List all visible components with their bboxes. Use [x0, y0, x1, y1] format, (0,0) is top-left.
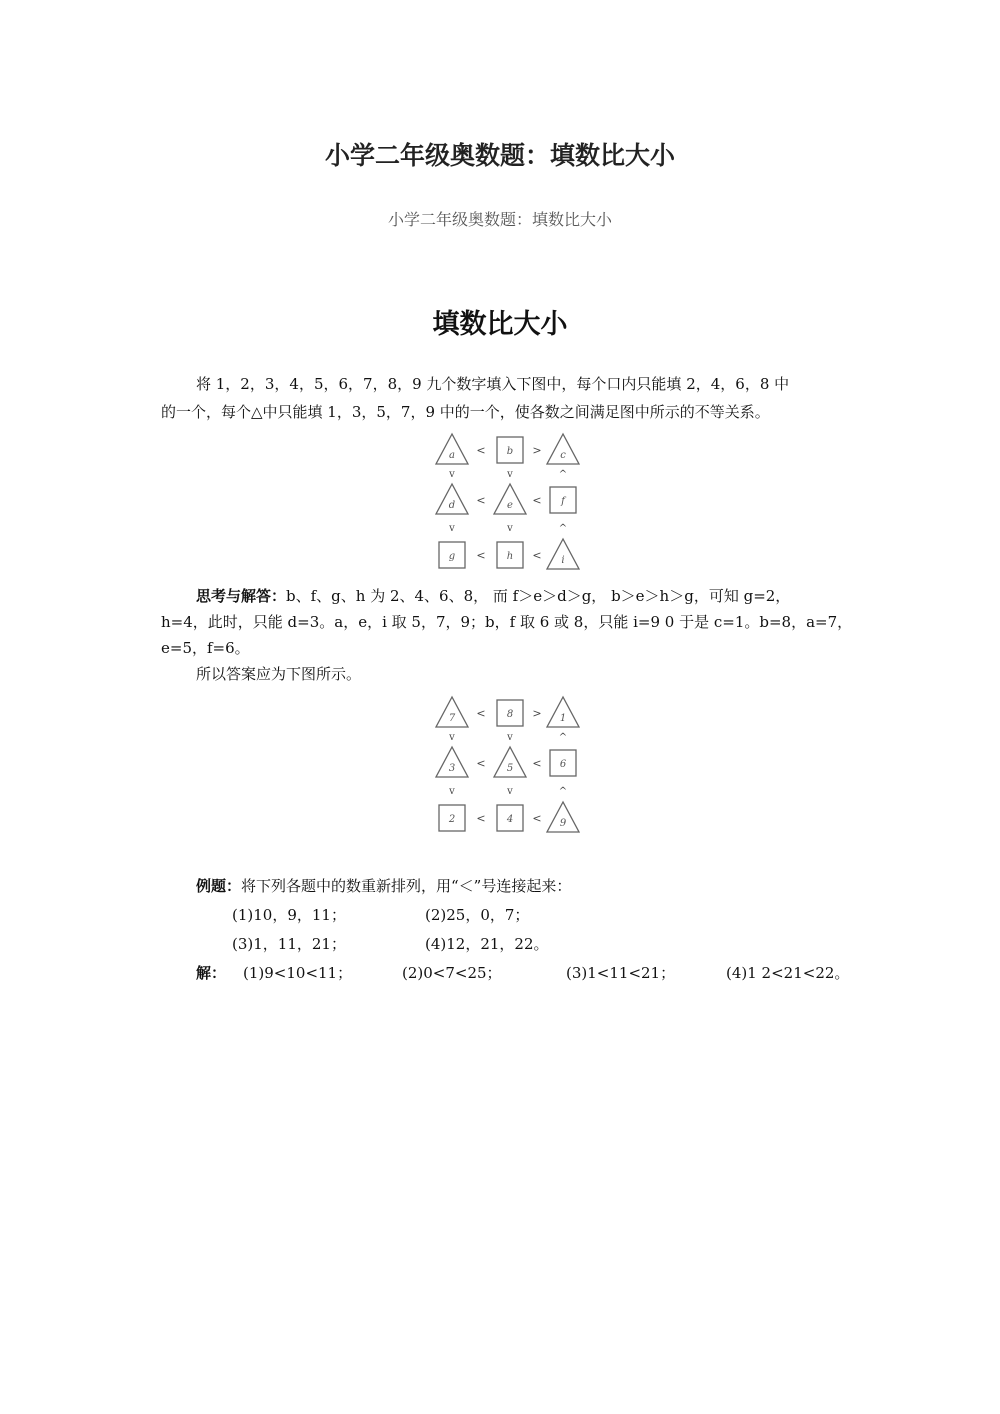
answer-op-symbol: < — [476, 757, 486, 770]
puzzle-vertical-op: v — [449, 523, 455, 534]
puzzle-cell-square — [550, 487, 576, 513]
solution-line-1 — [196, 583, 790, 609]
puzzle-op-symbol: > — [532, 444, 542, 457]
puzzle-cell-label: c — [560, 450, 566, 461]
answer-cell-label: 6 — [559, 759, 567, 770]
answer-cell-label: 5 — [506, 763, 514, 774]
puzzle-cell-square — [497, 437, 523, 463]
puzzle-op-symbol: < — [476, 494, 486, 507]
answer-cell-square — [439, 805, 465, 831]
answer-cell-label: 1 — [559, 713, 567, 724]
document-subtitle: 小学二年级奥数题：填数比大小 — [387, 210, 612, 229]
answer-cell-triangle — [547, 697, 579, 727]
answer-vertical-op: v — [449, 786, 455, 797]
answer-cell-label: 4 — [506, 814, 514, 825]
example-label: 例题： — [196, 877, 242, 895]
example-item-1: (1)10，9，11； — [232, 906, 346, 924]
answer-op-symbol: < — [476, 707, 486, 720]
problem-line-2: 的一个，每个△中只能填 1，3，5，7，9 中的一个，使各数之间满足图中所示的不等关系。 — [161, 403, 770, 421]
answer-cell-label: 2 — [448, 814, 456, 825]
puzzle-cell-label: b — [506, 446, 514, 457]
puzzle-vertical-op: v — [507, 469, 513, 480]
puzzle-cell-triangle — [547, 539, 579, 569]
puzzle-cell-triangle — [494, 484, 526, 514]
puzzle-cell-label: g — [448, 551, 456, 562]
puzzle-cell-triangle — [436, 434, 468, 464]
example-item-3: (3)1，11，21； — [232, 935, 346, 953]
answer-op-symbol: < — [476, 812, 486, 825]
example-item-2: (2)25，0，7； — [425, 906, 530, 924]
example-item-4: (4)12，21，22。 — [425, 935, 549, 953]
section-title: 填数比大小 — [432, 309, 568, 340]
answer-item-4: (4)1 2<21<22。 — [726, 964, 850, 982]
puzzle-cell-label: f — [561, 496, 565, 507]
answer-vertical-op: ^ — [558, 732, 568, 743]
answer-cell-triangle — [547, 802, 579, 832]
answer-cell-label: 9 — [559, 818, 567, 829]
solution-line-2: h=4，此时，只能 d=3。a，e，i 取 5，7，9；b，f 取 6 或 8，只能 i=9 0 于是 c=1。b=8，a=7， — [161, 613, 853, 631]
answer-cell-triangle — [436, 747, 468, 777]
answer-cell-square — [550, 750, 576, 776]
solution-line-1-text: b、f、g、h 为 2、4、6、8， 而 f＞e＞d＞g， b＞e＞h＞g，可知 g=2， — [286, 587, 791, 605]
solution-line-4: 所以答案应为下图所示。 — [196, 665, 362, 683]
puzzle-op-symbol: < — [532, 549, 542, 562]
puzzle-cell-triangle — [547, 434, 579, 464]
puzzle-cell-label: d — [448, 500, 456, 511]
answer-item-2: (2)0<7<25； — [402, 964, 502, 982]
answer-grid-diagram — [430, 693, 590, 838]
answer-cell-label: 7 — [448, 713, 456, 724]
puzzle-cell-label: e — [507, 500, 513, 511]
answer-label: 解： — [196, 964, 227, 982]
puzzle-cell-label: h — [506, 551, 514, 562]
solution-line-3: e=5，f=6。 — [161, 639, 250, 657]
document-title: 小学二年级奥数题：填数比大小 — [324, 141, 675, 170]
puzzle-vertical-op: ^ — [558, 469, 568, 480]
answer-item-3: (3)1<11<21； — [566, 964, 676, 982]
puzzle-cell-square — [439, 542, 465, 568]
answer-cell-triangle — [436, 697, 468, 727]
puzzle-vertical-op: v — [449, 469, 455, 480]
puzzle-grid-diagram — [430, 430, 590, 575]
puzzle-vertical-op: v — [507, 523, 513, 534]
answer-vertical-op: v — [507, 786, 513, 797]
answer-item-1: (1)9<10<11； — [243, 964, 353, 982]
answer-op-symbol: < — [532, 812, 542, 825]
answer-cell-square — [497, 700, 523, 726]
puzzle-cell-square — [497, 542, 523, 568]
puzzle-vertical-op: ^ — [558, 523, 568, 534]
answer-vertical-op: v — [449, 732, 455, 743]
answer-cell-square — [497, 805, 523, 831]
puzzle-cell-label: i — [561, 555, 565, 566]
answer-op-symbol: > — [532, 707, 542, 720]
puzzle-cell-label: a — [449, 450, 455, 461]
answer-cell-label: 3 — [448, 763, 456, 774]
answer-vertical-op: v — [507, 732, 513, 743]
example-line — [196, 873, 571, 899]
puzzle-op-symbol: < — [476, 444, 486, 457]
puzzle-op-symbol: < — [532, 494, 542, 507]
example-text: 将下列各题中的数重新排列，用“＜”号连接起来： — [241, 877, 572, 895]
answer-vertical-op: ^ — [558, 786, 568, 797]
solution-label: 思考与解答： — [196, 587, 287, 605]
problem-line-1: 将 1，2，3，4，5，6，7，8，9 九个数字填入下图中，每个口内只能填 2，4，6，8 中 — [196, 375, 790, 393]
answer-cell-label: 8 — [506, 709, 514, 720]
puzzle-cell-triangle — [436, 484, 468, 514]
answer-op-symbol: < — [532, 757, 542, 770]
puzzle-op-symbol: < — [476, 549, 486, 562]
answer-cell-triangle — [494, 747, 526, 777]
